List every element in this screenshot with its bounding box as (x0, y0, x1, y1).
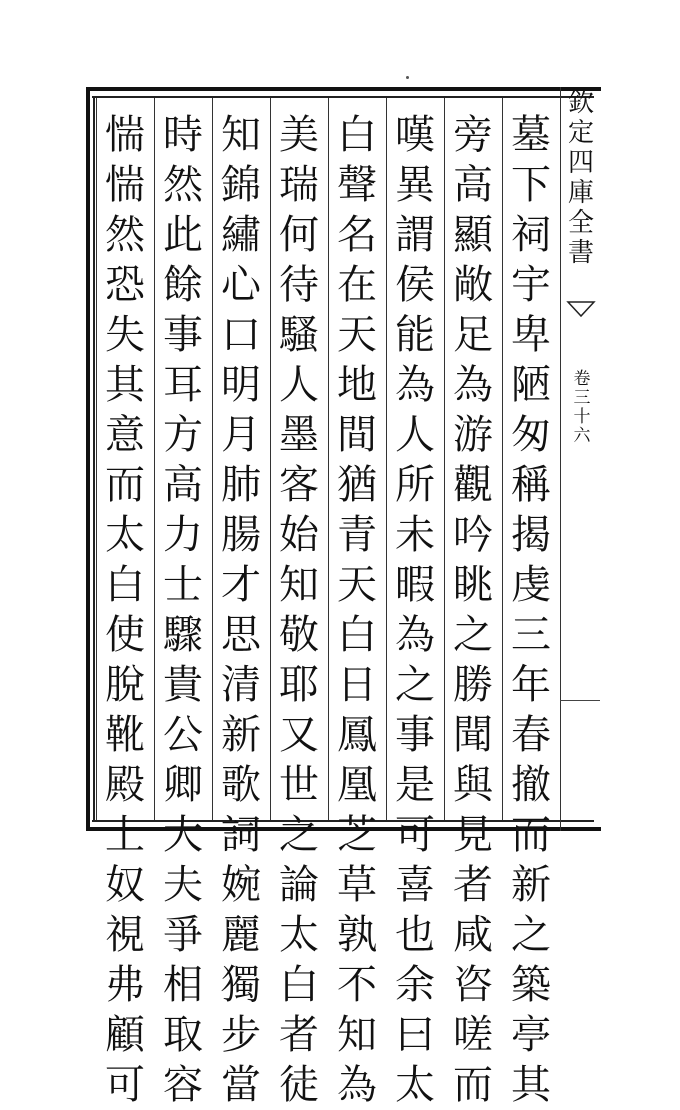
text-glyph: 顧 (105, 1012, 145, 1058)
text-glyph: 芝 (337, 812, 377, 858)
text-glyph: 奴 (105, 862, 145, 908)
text-glyph: 年 (511, 662, 551, 708)
text-glyph: 徒 (279, 1062, 319, 1108)
text-glyph: 白 (337, 112, 377, 158)
text-glyph: 旁 (453, 112, 493, 158)
text-glyph: 墨 (279, 412, 319, 458)
text-glyph: 名 (337, 212, 377, 258)
text-column (215, 110, 267, 1108)
text-glyph: 草 (337, 862, 377, 908)
text-glyph: 而 (105, 462, 145, 508)
column-divider (328, 98, 329, 820)
text-glyph: 敬 (279, 612, 319, 658)
text-glyph: 在 (337, 262, 377, 308)
text-glyph: 公 (163, 712, 203, 758)
text-glyph: 侯 (395, 262, 435, 308)
text-glyph: 曰 (395, 1012, 435, 1058)
column-divider (444, 98, 445, 820)
text-glyph: 明 (221, 362, 261, 408)
text-column (389, 110, 441, 1108)
text-column (273, 110, 325, 1108)
text-glyph: 也 (395, 912, 435, 958)
text-glyph: 白 (105, 562, 145, 608)
text-glyph: 高 (163, 462, 203, 508)
text-column (447, 110, 499, 1108)
text-glyph: 又 (279, 712, 319, 758)
text-glyph: 鳳 (337, 712, 377, 758)
text-glyph: 爭 (163, 912, 203, 958)
text-glyph: 者 (279, 1012, 319, 1058)
text-glyph: 間 (337, 412, 377, 458)
text-glyph: 聞 (453, 712, 493, 758)
margin-title-glyph: 四 (567, 148, 594, 178)
text-glyph: 弗 (105, 962, 145, 1008)
text-glyph: 惴 (105, 112, 145, 158)
text-glyph: 世 (279, 762, 319, 808)
text-glyph: 餘 (163, 262, 203, 308)
text-glyph: 見 (453, 812, 493, 858)
text-glyph: 咨 (453, 962, 493, 1008)
text-glyph: 能 (395, 312, 435, 358)
fish-tail-mark (566, 300, 596, 320)
text-glyph: 方 (163, 412, 203, 458)
margin-juan-number (570, 370, 594, 446)
text-glyph: 上 (105, 812, 145, 858)
text-glyph: 可 (395, 812, 435, 858)
text-glyph: 騷 (279, 312, 319, 358)
text-glyph: 容 (163, 1062, 203, 1108)
text-glyph: 游 (453, 412, 493, 458)
text-glyph: 未 (395, 512, 435, 558)
text-glyph: 然 (105, 212, 145, 258)
text-glyph: 而 (511, 812, 551, 858)
ink-dot (406, 76, 409, 79)
text-glyph: 其 (105, 362, 145, 408)
text-glyph: 待 (279, 262, 319, 308)
text-glyph: 高 (453, 162, 493, 208)
text-glyph: 失 (105, 312, 145, 358)
text-glyph: 天 (337, 312, 377, 358)
text-glyph: 撤 (511, 762, 551, 808)
text-glyph: 太 (279, 912, 319, 958)
text-glyph: 清 (221, 662, 261, 708)
margin-book-title (566, 88, 596, 268)
column-divider (502, 98, 503, 820)
text-glyph: 春 (511, 712, 551, 758)
text-glyph: 宇 (511, 262, 551, 308)
text-glyph: 猶 (337, 462, 377, 508)
text-glyph: 知 (221, 112, 261, 158)
text-glyph: 下 (511, 162, 551, 208)
text-glyph: 暇 (395, 562, 435, 608)
text-glyph: 瑞 (279, 162, 319, 208)
text-glyph: 太 (395, 1062, 435, 1108)
margin-title-glyph: 書 (567, 238, 594, 268)
text-glyph: 之 (395, 662, 435, 708)
text-glyph: 太 (105, 512, 145, 558)
margin-title-glyph: 定 (567, 118, 594, 148)
text-glyph: 吟 (453, 512, 493, 558)
text-glyph: 新 (221, 712, 261, 758)
text-glyph: 意 (105, 412, 145, 458)
text-glyph: 余 (395, 962, 435, 1008)
text-glyph: 地 (337, 362, 377, 408)
text-glyph: 貴 (163, 662, 203, 708)
text-glyph: 麗 (221, 912, 261, 958)
text-glyph: 歌 (221, 762, 261, 808)
text-glyph: 驟 (163, 612, 203, 658)
text-glyph: 何 (279, 212, 319, 258)
text-glyph: 為 (395, 362, 435, 408)
column-divider (96, 98, 97, 820)
text-glyph: 所 (395, 462, 435, 508)
text-glyph: 之 (453, 612, 493, 658)
text-glyph: 才 (221, 562, 261, 608)
text-glyph: 事 (163, 312, 203, 358)
text-glyph: 日 (337, 662, 377, 708)
text-glyph: 客 (279, 462, 319, 508)
margin-title-glyph: 欽 (567, 88, 594, 118)
text-glyph: 者 (453, 862, 493, 908)
margin-juan-glyph: 十 (573, 407, 591, 427)
text-glyph: 墓 (511, 112, 551, 158)
text-glyph: 詞 (221, 812, 261, 858)
text-column (99, 110, 151, 1108)
text-glyph: 喜 (395, 862, 435, 908)
text-glyph: 新 (511, 862, 551, 908)
text-glyph: 夫 (163, 862, 203, 908)
text-glyph: 揭 (511, 512, 551, 558)
text-glyph: 脫 (105, 662, 145, 708)
text-glyph: 論 (279, 862, 319, 908)
text-glyph: 聲 (337, 162, 377, 208)
text-glyph: 可 (105, 1062, 145, 1108)
text-glyph: 力 (163, 512, 203, 558)
text-glyph: 婉 (221, 862, 261, 908)
column-divider (154, 98, 155, 820)
text-glyph: 三 (511, 612, 551, 658)
text-glyph: 使 (105, 612, 145, 658)
text-glyph: 視 (105, 912, 145, 958)
text-glyph: 孰 (337, 912, 377, 958)
text-glyph: 肺 (221, 462, 261, 508)
text-glyph: 咸 (453, 912, 493, 958)
text-glyph: 惴 (105, 162, 145, 208)
text-glyph: 步 (221, 1012, 261, 1058)
text-glyph: 眺 (453, 562, 493, 608)
text-glyph: 為 (395, 612, 435, 658)
margin-lower-rule (560, 700, 600, 701)
text-glyph: 陋 (511, 362, 551, 408)
margin-juan-glyph: 三 (573, 388, 591, 408)
text-glyph: 足 (453, 312, 493, 358)
text-glyph: 口 (221, 312, 261, 358)
text-glyph: 恐 (105, 262, 145, 308)
text-glyph: 士 (163, 562, 203, 608)
text-glyph: 錦 (221, 162, 261, 208)
text-glyph: 事 (395, 712, 435, 758)
text-glyph: 而 (453, 1062, 493, 1108)
text-glyph: 祠 (511, 212, 551, 258)
text-glyph: 之 (279, 812, 319, 858)
text-glyph: 靴 (105, 712, 145, 758)
text-glyph: 匆 (511, 412, 551, 458)
text-glyph: 然 (163, 162, 203, 208)
text-glyph: 謂 (395, 212, 435, 258)
text-column (505, 110, 557, 1108)
text-glyph: 知 (279, 562, 319, 608)
text-glyph: 亭 (511, 1012, 551, 1058)
text-glyph: 虔 (511, 562, 551, 608)
text-glyph: 敞 (453, 262, 493, 308)
text-glyph: 美 (279, 112, 319, 158)
text-glyph: 凰 (337, 762, 377, 808)
text-glyph: 殿 (105, 762, 145, 808)
margin-title-glyph: 全 (567, 208, 594, 238)
text-glyph: 此 (163, 212, 203, 258)
text-glyph: 不 (337, 962, 377, 1008)
text-glyph: 為 (453, 362, 493, 408)
text-glyph: 人 (395, 412, 435, 458)
margin-title-glyph: 庫 (567, 178, 594, 208)
text-glyph: 卿 (163, 762, 203, 808)
text-glyph: 始 (279, 512, 319, 558)
text-glyph: 之 (511, 912, 551, 958)
text-glyph: 腸 (221, 512, 261, 558)
text-glyph: 月 (221, 412, 261, 458)
text-glyph: 耳 (163, 362, 203, 408)
text-glyph: 思 (221, 612, 261, 658)
text-glyph: 其 (511, 1062, 551, 1108)
text-glyph: 天 (337, 562, 377, 608)
text-glyph: 耶 (279, 662, 319, 708)
text-glyph: 異 (395, 162, 435, 208)
margin-juan-glyph: 卷 (573, 369, 591, 389)
text-glyph: 築 (511, 962, 551, 1008)
text-column (331, 110, 383, 1108)
text-glyph: 大 (163, 812, 203, 858)
text-glyph: 時 (163, 112, 203, 158)
text-glyph: 嘆 (395, 112, 435, 158)
text-glyph: 獨 (221, 962, 261, 1008)
text-glyph: 嗟 (453, 1012, 493, 1058)
column-divider (270, 98, 271, 820)
text-glyph: 勝 (453, 662, 493, 708)
margin-juan-glyph: 六 (573, 426, 591, 446)
text-glyph: 白 (337, 612, 377, 658)
text-glyph: 相 (163, 962, 203, 1008)
text-glyph: 與 (453, 762, 493, 808)
frame-inner-left-rule (93, 96, 95, 822)
text-glyph: 繡 (221, 212, 261, 258)
text-glyph: 心 (221, 262, 261, 308)
text-glyph: 是 (395, 762, 435, 808)
text-glyph: 稱 (511, 462, 551, 508)
text-glyph: 人 (279, 362, 319, 408)
text-glyph: 觀 (453, 462, 493, 508)
text-glyph: 為 (337, 1062, 377, 1108)
column-divider (212, 98, 213, 820)
text-glyph: 取 (163, 1012, 203, 1058)
text-glyph: 白 (279, 962, 319, 1008)
text-glyph: 青 (337, 512, 377, 558)
text-glyph: 卑 (511, 312, 551, 358)
text-glyph: 當 (221, 1062, 261, 1108)
text-glyph: 知 (337, 1012, 377, 1058)
text-glyph: 顯 (453, 212, 493, 258)
frame-inner-top-rule (92, 96, 594, 98)
text-column (157, 110, 209, 1108)
column-divider (386, 98, 387, 820)
